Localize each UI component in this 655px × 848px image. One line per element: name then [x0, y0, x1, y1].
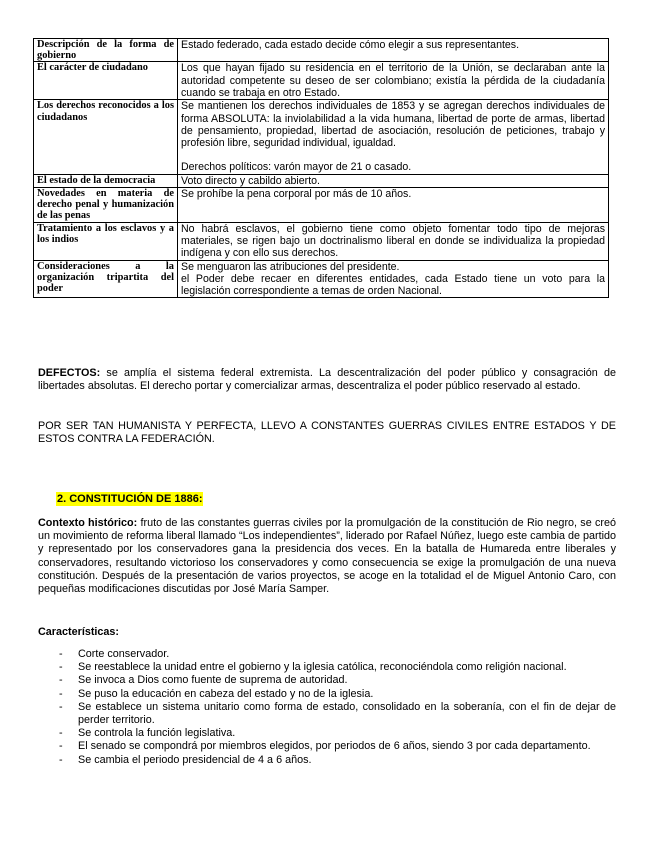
- humanista-paragraph: POR SER TAN HUMANISTA Y PERFECTA, LLEVO A CONSTANTES GUERRAS CIVILES ENTRE ESTADOS Y DE ESTOS CONTRA LA FEDERACIÓN.: [38, 420, 616, 446]
- row-value: [178, 222, 609, 260]
- row-value-text: el Poder debe recaer en diferentes entidades, cada Estado tiene un voto para la legislación correspondiente a temas de orden Nacional.: [181, 272, 605, 298]
- list-item-text: Se establece un sistema unitario como forma de estado, consolidado en la soberanía, con el fin de dejar de perder territorio.: [78, 700, 616, 727]
- row-label: Novedades en materia de derecho penal y humanización de las penas: [34, 188, 178, 223]
- list-item: - Se controla la función legislativa.: [59, 727, 236, 740]
- contexto-paragraph: [38, 517, 616, 596]
- row-label: Descripción de la forma de gobierno: [34, 39, 178, 62]
- contexto-label: Contexto histórico:: [38, 517, 138, 529]
- defectos-label: DEFECTOS:: [38, 367, 101, 379]
- table-row: [34, 260, 609, 298]
- row-value: [178, 188, 609, 223]
- row-value: [178, 39, 609, 62]
- list-item-text: Se invoca a Dios como fuente de suprema de autoridad.: [78, 674, 348, 687]
- list-item: - Se cambia el periodo presidencial de 4 a 6 años.: [59, 753, 312, 766]
- row-value: [178, 174, 609, 187]
- caracteristicas-label: Características:: [38, 626, 120, 638]
- row-label: El estado de la democracia: [34, 174, 178, 187]
- row-value: [178, 100, 609, 174]
- list-item: - El senado se compondrá por miembros elegidos, por periodos de 6 años, siendo 3 por cada departamento.: [59, 740, 591, 753]
- row-label: Consideraciones a la organización tripartita del poder: [34, 260, 178, 298]
- row-label: Los derechos reconocidos a los ciudadanos: [34, 100, 178, 174]
- caracteristicas-list: [38, 648, 616, 767]
- list-item-text: Se controla la función legislativa.: [78, 727, 236, 740]
- table-row: [34, 100, 609, 174]
- row-label: Tratamiento a los esclavos y a los indios: [34, 222, 178, 260]
- row-value-text: Se mantienen los derechos individuales de 1853 y se agregan derechos individuales de forma ABSOLUTA: la inviolabilidad a la vida humana, libertad de porte de armas, libertad de pensamiento, propiedad, libertad de asociación, resolución de peticiones, trabajo y profesión libre, seguridad individual, igualdad.: [181, 100, 605, 150]
- list-item-text: Corte conservador.: [78, 648, 170, 660]
- defectos-text: se amplía el sistema federal extremista. La descentralización del poder público y consagración de libertades absolutas. El derecho portar y comercializar armas, descentraliza el poder público reservado al estado.: [38, 367, 616, 393]
- constitution-table: [33, 38, 609, 298]
- row-value: [178, 260, 609, 298]
- list-item: - Se puso la educación en cabeza del estado y no de la iglesia.: [59, 687, 374, 700]
- list-item-text: Se puso la educación en cabeza del estado y no de la iglesia.: [78, 687, 374, 700]
- row-label: El carácter de ciudadano: [34, 62, 178, 100]
- list-item: - Se invoca a Dios como fuente de suprema de autoridad.: [59, 674, 348, 687]
- defectos-paragraph: [38, 367, 616, 393]
- list-item-text: Se cambia el periodo presidencial de 4 a 6 años.: [78, 753, 312, 766]
- row-value-text: No habrá esclavos, el gobierno tiene como objeto fomentar todo tipo de mejoras materiales, se rigen bajo un doctrinalismo liberal en donde se individualiza la propiedad indígena y con ello sus derechos.: [181, 222, 605, 260]
- table-row: [34, 222, 609, 260]
- section-heading: 2. CONSTITUCIÓN DE 1886:: [57, 493, 203, 505]
- row-value-text: Derechos políticos: varón mayor de 21 o casado.: [181, 161, 412, 174]
- row-value-text: Voto directo y cabildo abierto.: [181, 174, 320, 187]
- table-row: [34, 174, 609, 187]
- list-item-text: El senado se compondrá por miembros elegidos, por periodos de 6 años, siendo 3 por cada departamento.: [78, 740, 591, 753]
- row-value-text: Estado federado, cada estado decide cómo elegir a sus representantes.: [181, 39, 520, 51]
- table-row: [34, 62, 609, 100]
- list-item: - Se reestablece la unidad entre el gobierno y la iglesia católica, reconociéndola como religión nacional.: [59, 661, 567, 674]
- list-item: - Corte conservador.: [59, 648, 170, 660]
- list-item-text: Se reestablece la unidad entre el gobierno y la iglesia católica, reconociéndola como religión nacional.: [78, 661, 567, 674]
- row-value: [178, 62, 609, 100]
- table-row: [34, 188, 609, 223]
- row-value-text: Los que hayan fijado su residencia en el territorio de la Unión, se declaraban ante la autoridad competente su deseo de ser colombiano; existía la pérdida de la ciudadanía cuando se trabaja en otro Estado.: [181, 62, 605, 99]
- list-item: - Se establece un sistema unitario como forma de estado, consolidado en la soberanía, con el fin de dejar de perder territorio.: [59, 700, 616, 727]
- table-row: [34, 39, 609, 62]
- row-value-text: Se prohíbe la pena corporal por más de 10 años.: [181, 188, 412, 201]
- contexto-text: fruto de las constantes guerras civiles por la promulgación de la constitución de Rio negro, se creó un movimiento de reforma liberal llamado “Los independientes”, liderado por Rafael Núñez, luego este cambia de partido y representado por los conservadores gana la presidencia dos veces. En la batalla de Humareda entre liberales y conservadores, resultando victorioso los conservadores y como consecuencia se exige la promulgación de una nueva constitución. Después de la presentación de varios proyectos, se acoge en la totalidad el de Miguel Antonio Caro, con pequeñas modificaciones discutidas por José María Samper.: [38, 517, 616, 596]
- row-value-text: Se menguaron las atribuciones del presidente.: [181, 260, 400, 273]
